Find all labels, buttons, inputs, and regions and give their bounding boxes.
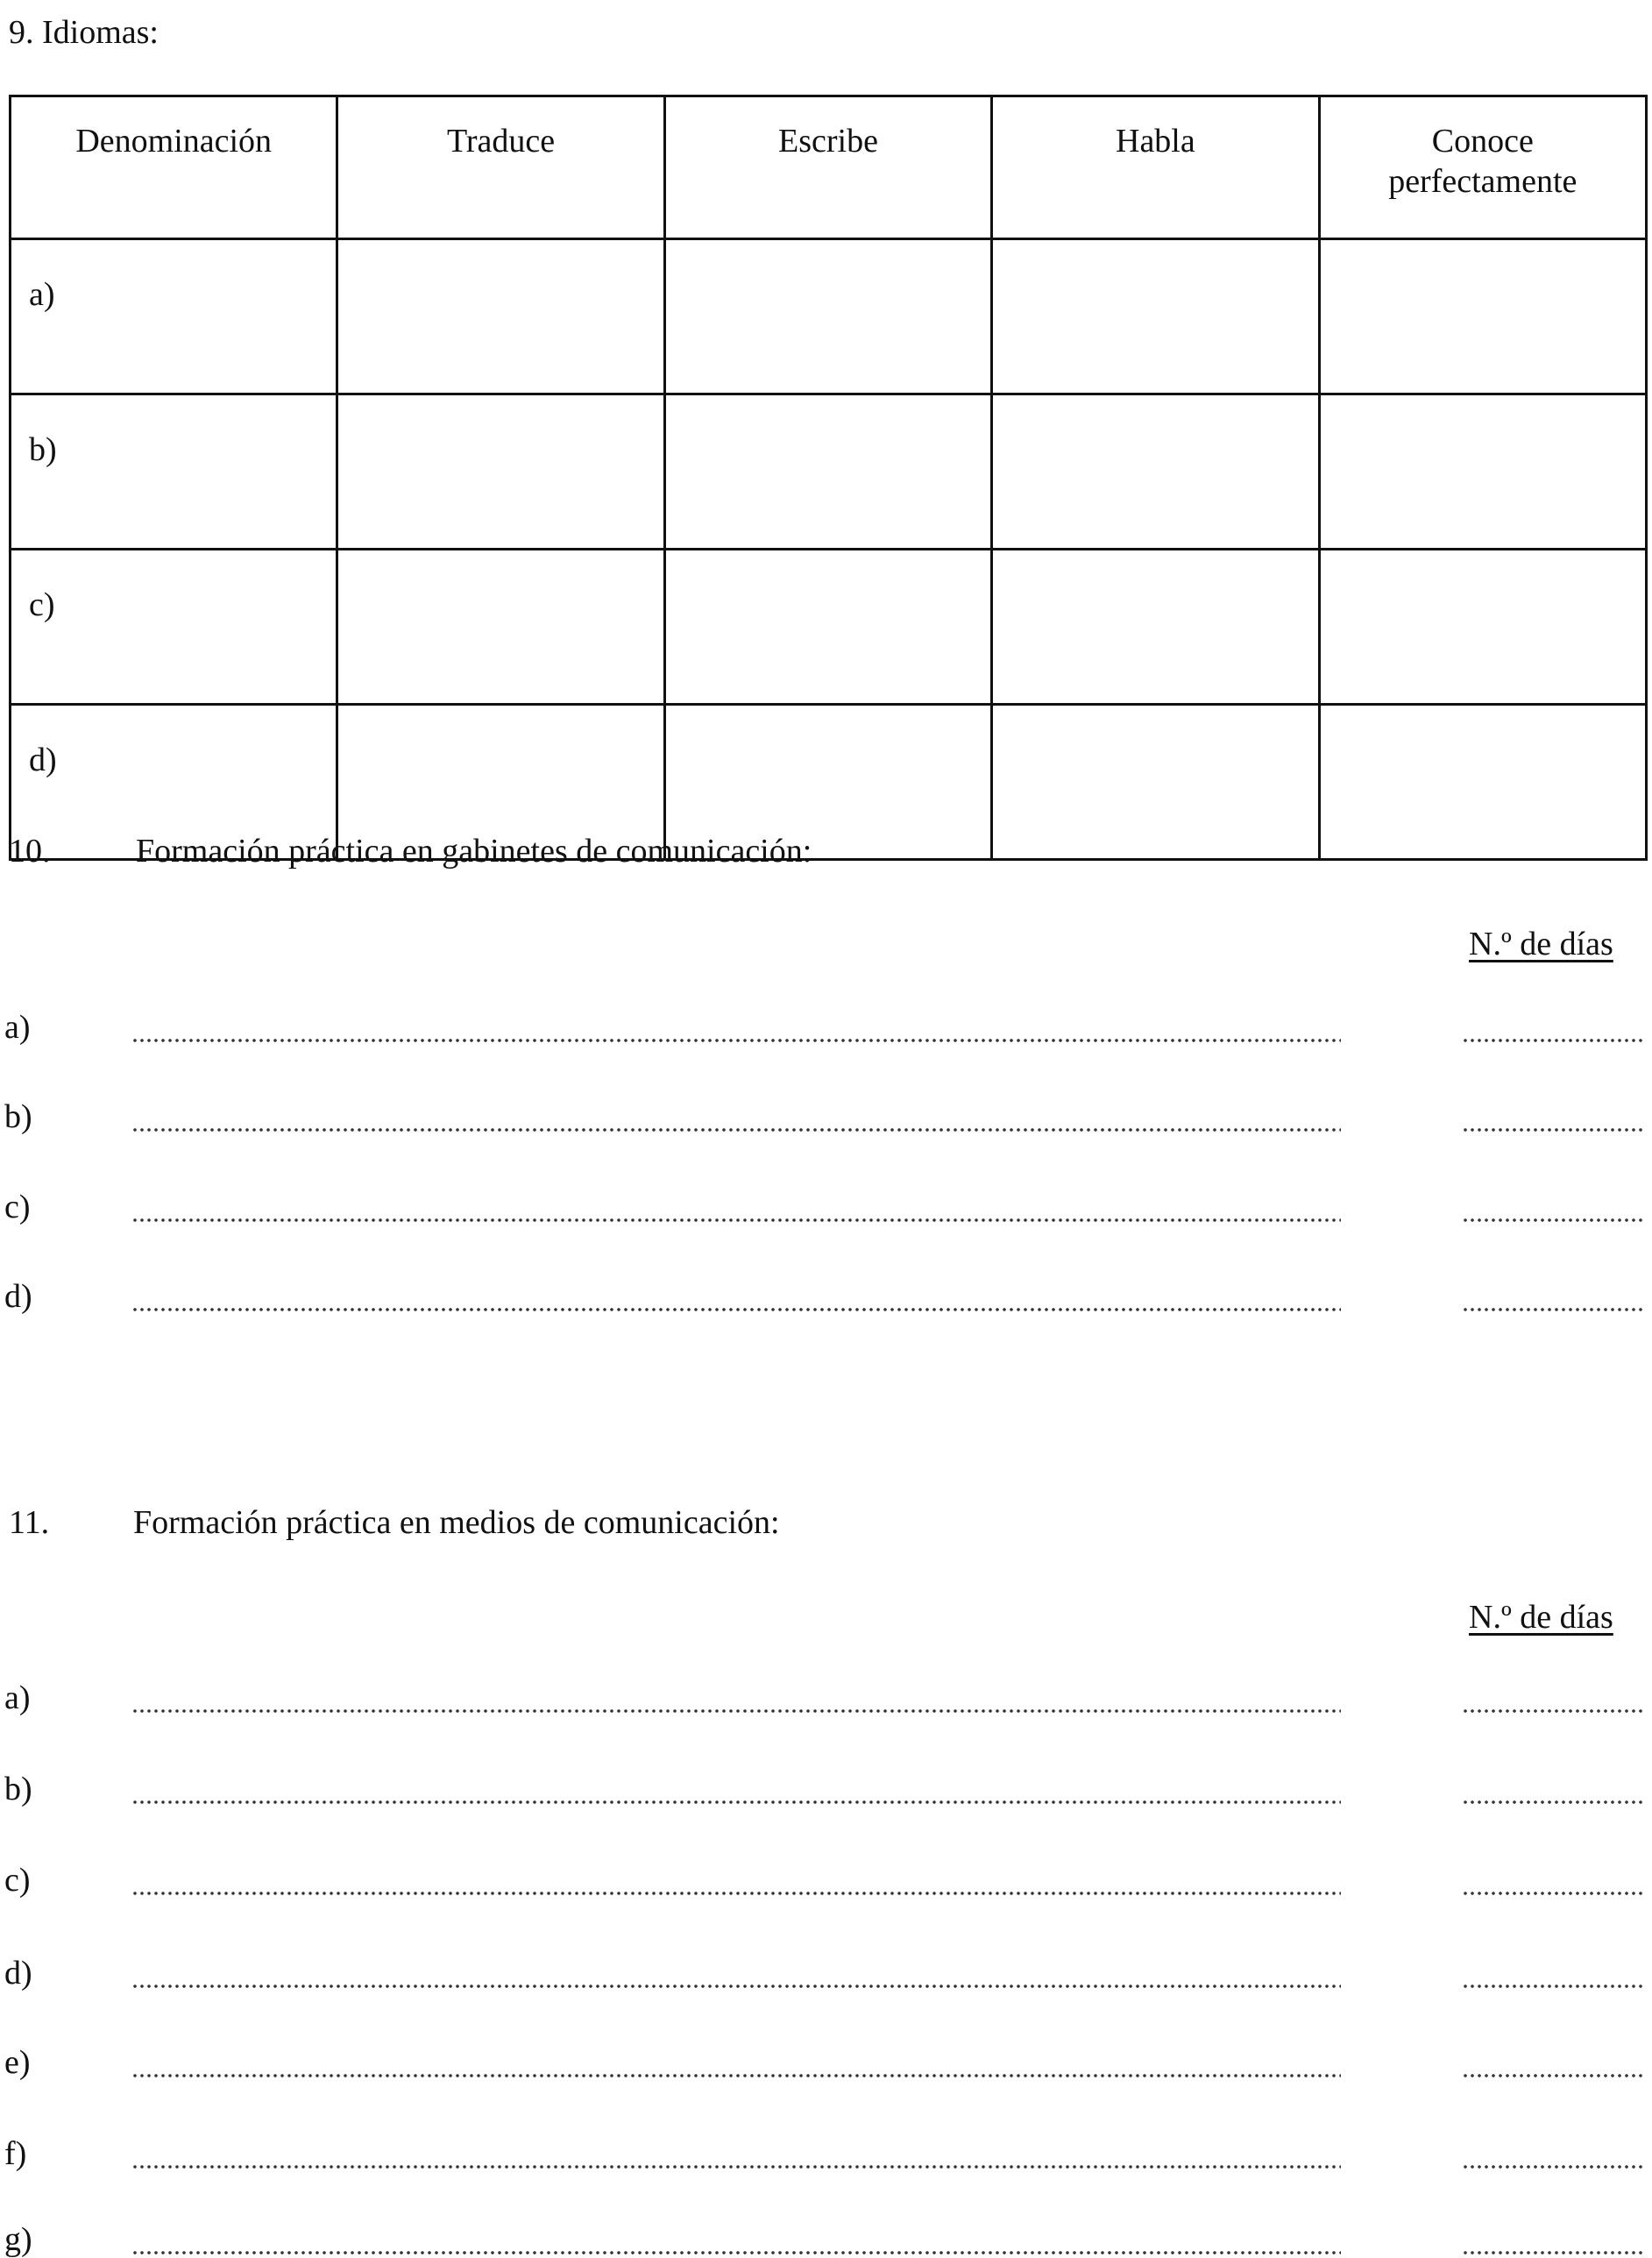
section-11-item-label: a) [4,1679,31,1716]
table-cell[interactable] [1319,239,1646,394]
table-cell[interactable] [992,550,1319,705]
table-cell[interactable] [992,239,1319,394]
section-10-days-field[interactable] [1462,1014,1644,1044]
section-11-description-field[interactable] [131,1867,1341,1897]
section-11-item-label: c) [4,1862,31,1899]
section-11-days-field[interactable] [1462,1776,1644,1806]
header-habla: Habla [992,96,1319,239]
section-9-title: 9. Idiomas: [9,14,159,51]
row-label: a) [11,239,337,394]
row-label: c) [11,550,337,705]
section-11-description-field[interactable] [131,2049,1341,2079]
table-header-row [11,96,1647,239]
table-row [11,550,1647,705]
table-cell[interactable] [664,394,991,550]
section-10-item-label: d) [4,1278,32,1315]
header-escribe: Escribe [664,96,991,239]
section-10-days-header: N.º de días [1469,926,1613,962]
section-10-description-field[interactable] [131,1194,1341,1224]
section-10-item-label: b) [4,1098,32,1135]
header-conoce-text: Conoce perfectamente [1388,123,1578,200]
table-cell[interactable] [1319,394,1646,550]
section-10-description-field[interactable] [131,1104,1341,1133]
table-cell[interactable] [992,394,1319,550]
section-11-days-field[interactable] [1462,2141,1644,2170]
table-cell[interactable] [337,239,664,394]
section-10-description-field[interactable] [131,1283,1341,1313]
section-10-days-field[interactable] [1462,1194,1644,1224]
section-10-number: 10. [9,833,51,870]
header-denominacion: Denominación [11,96,337,239]
section-11-description-field[interactable] [131,1776,1341,1806]
section-10-title: Formación práctica en gabinetes de comunicación: [136,833,812,870]
section-11-item-label: e) [4,2044,31,2081]
table-cell[interactable] [664,239,991,394]
section-11-days-field[interactable] [1462,1685,1644,1715]
table-row [11,394,1647,550]
table-cell[interactable] [664,550,991,705]
table-row [11,239,1647,394]
languages-table [9,95,1648,861]
row-label: b) [11,394,337,550]
section-11-item-label: d) [4,1955,32,1992]
section-11-days-field[interactable] [1462,2049,1644,2079]
section-10-item-label: a) [4,1009,31,1046]
table-cell[interactable] [1319,705,1646,860]
section-11-description-field[interactable] [131,1685,1341,1715]
section-10-description-field[interactable] [131,1014,1341,1044]
table-cell[interactable] [337,550,664,705]
section-11-item-label: g) [4,2221,32,2258]
table-cell[interactable] [337,394,664,550]
table-cell[interactable] [1319,550,1646,705]
section-10-days-field[interactable] [1462,1283,1644,1313]
section-11-description-field[interactable] [131,2141,1341,2170]
section-11-number: 11. [9,1504,50,1541]
section-11-days-field[interactable] [1462,1867,1644,1897]
table-cell[interactable] [992,705,1319,860]
section-11-description-field[interactable] [131,1960,1341,1990]
section-11-item-label: b) [4,1771,32,1807]
section-11-item-label: f) [4,2135,27,2172]
row-label: d) [11,705,337,860]
header-traduce: Traduce [337,96,664,239]
section-10-days-field[interactable] [1462,1104,1644,1133]
section-11-title: Formación práctica en medios de comunicación: [133,1504,780,1541]
section-10-item-label: c) [4,1189,31,1225]
section-11-days-field[interactable] [1462,2226,1644,2256]
header-conoce-perfectamente [1319,96,1646,239]
section-11-description-field[interactable] [131,2226,1341,2256]
section-11-days-field[interactable] [1462,1960,1644,1990]
section-11-days-header: N.º de días [1469,1599,1613,1636]
